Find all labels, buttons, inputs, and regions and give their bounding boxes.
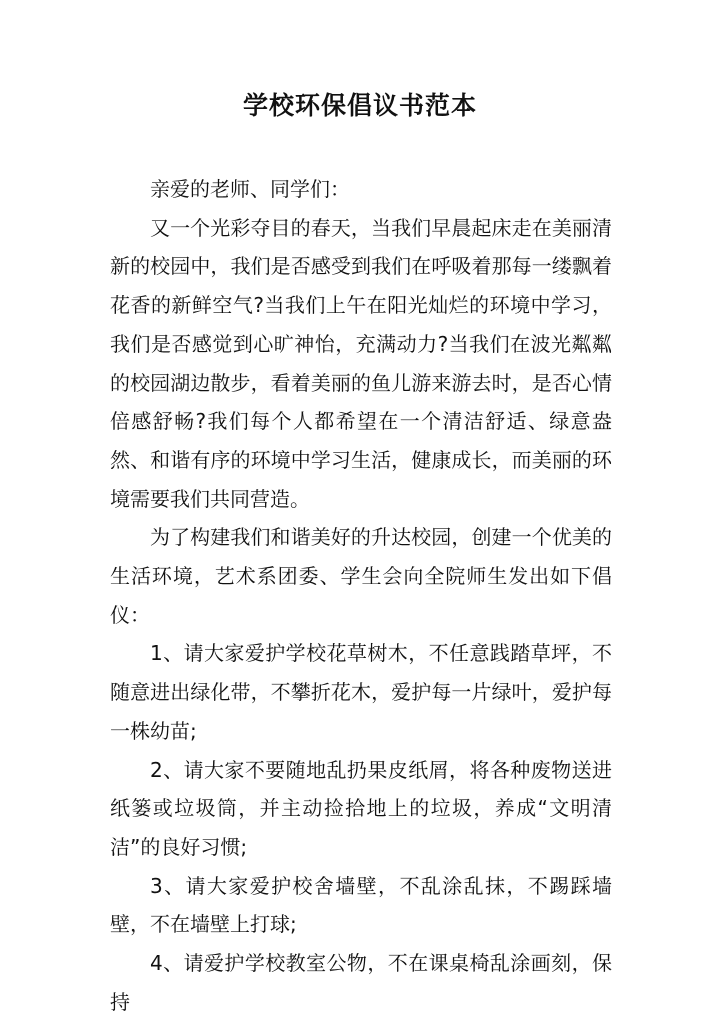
document-body — [110, 170, 612, 1021]
paragraph-item-2: 2、请大家不要随地乱扔果皮纸屑，将各种废物送进纸篓或垃圾筒，并主动捡拾地上的垃圾，养成“文明清洁”的良好习惯; — [110, 757, 612, 859]
document-title: 学校环保倡议书范本 — [242, 91, 477, 120]
paragraph-item-1: 1、请大家爱护学校花草树木，不任意践踏草坪，不随意进出绿化带，不攀折花木，爱护每一片绿叶，爱护每一株幼苗; — [110, 641, 612, 743]
paragraph-proposal: 为了构建我们和谐美好的升达校园，创建一个优美的生活环境，艺术系团委、学生会向全院师生发出如下倡仪： — [110, 525, 612, 627]
salutation: 亲爱的老师、同学们： — [150, 177, 350, 201]
paragraph-item-4: 4、请爱护学校教室公物，不在课桌椅乱涂画刻，保持 — [110, 951, 612, 1014]
paragraph-intro: 又一个光彩夺目的春天，当我们早晨起床走在美丽清新的校园中，我们是否感受到我们在呼吸着那每一缕飘着花香的新鲜空气?当我们上午在阳光灿烂的环境中学习，我们是否感觉到心旷神怡，充满动力?当我们在波光粼粼的校园湖边散步，看着美丽的鱼儿游来游去时，是否心情倍感舒畅?我们每个人都希望在一个清洁舒适、绿意盎然、和谐有序的环境中学习生活，健康成长，而美丽的环境需要我们共同营造。 — [110, 215, 612, 511]
paragraph-item-3: 3、请大家爱护校舍墙壁，不乱涂乱抹，不踢踩墙壁，不在墙壁上打球; — [110, 873, 612, 937]
